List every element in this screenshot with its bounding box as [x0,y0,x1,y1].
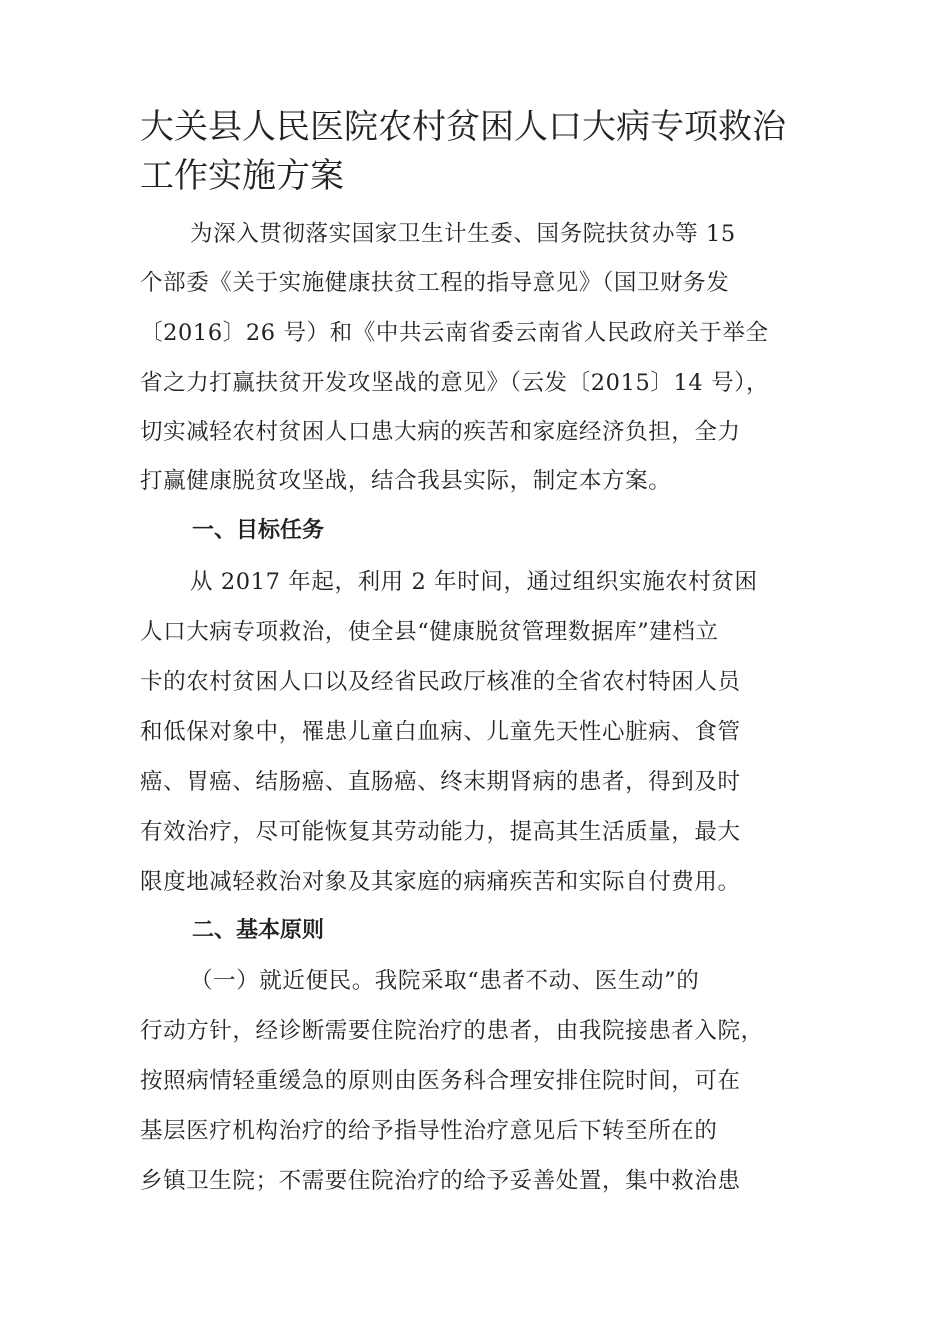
section2-line: （一）就近便民。我院采取“患者不动、医生动”的 [190,968,700,994]
section2-line: 行动方针，经诊断需要住院治疗的患者，由我院接患者入院， [140,1018,764,1044]
intro-line: 个部委《关于实施健康扶贫工程的指导意见》（国卫财务发 [140,270,730,296]
section2-line: 按照病情轻重缓急的原则由医务科合理安排住院时间，可在 [140,1068,741,1094]
section1-line: 和低保对象中，罹患儿童白血病、儿童先天性心脏病、食管 [140,719,741,745]
intro-line: 〔2016〕26 号）和《中共云南省委云南省人民政府关于举全 [140,320,769,346]
section-heading-principles: 二、基本原则 [192,918,325,943]
intro-line: 为深入贯彻落实国家卫生计生委、国务院扶贫办等 15 [190,221,736,247]
section1-line: 有效治疗，尽可能恢复其劳动能力，提高其生活质量，最大 [140,819,741,845]
intro-line: 省之力打赢扶贫开发攻坚战的意见》（云发〔2015〕14 号）， [140,370,770,396]
section2-line: 乡镇卫生院；不需要住院治疗的给予妥善处置，集中救治患 [140,1168,741,1194]
section-heading-goals: 一、目标任务 [192,518,325,543]
document-title-line-1: 大关县人民医院农村贫困人口大病专项救治 [140,107,786,147]
section1-line: 癌、胃癌、结肠癌、直肠癌、终末期肾病的患者，得到及时 [140,769,741,795]
section1-line: 从 2017 年起，利用 2 年时间，通过组织实施农村贫困 [190,569,758,595]
section1-line: 人口大病专项救治，使全县“健康脱贫管理数据库”建档立 [140,619,719,645]
intro-line: 打赢健康脱贫攻坚战，结合我县实际，制定本方案。 [140,468,672,494]
section1-line: 限度地减轻救治对象及其家庭的病痛疾苦和实际自付费用。 [140,869,741,895]
section2-line: 基层医疗机构治疗的给予指导性治疗意见后下转至所在的 [140,1118,718,1144]
section1-line: 卡的农村贫困人口以及经省民政厅核准的全省农村特困人员 [140,669,741,695]
document-title-line-2: 工作实施方案 [140,156,344,196]
intro-line: 切实减轻农村贫困人口患大病的疾苦和家庭经济负担，全力 [140,419,741,445]
